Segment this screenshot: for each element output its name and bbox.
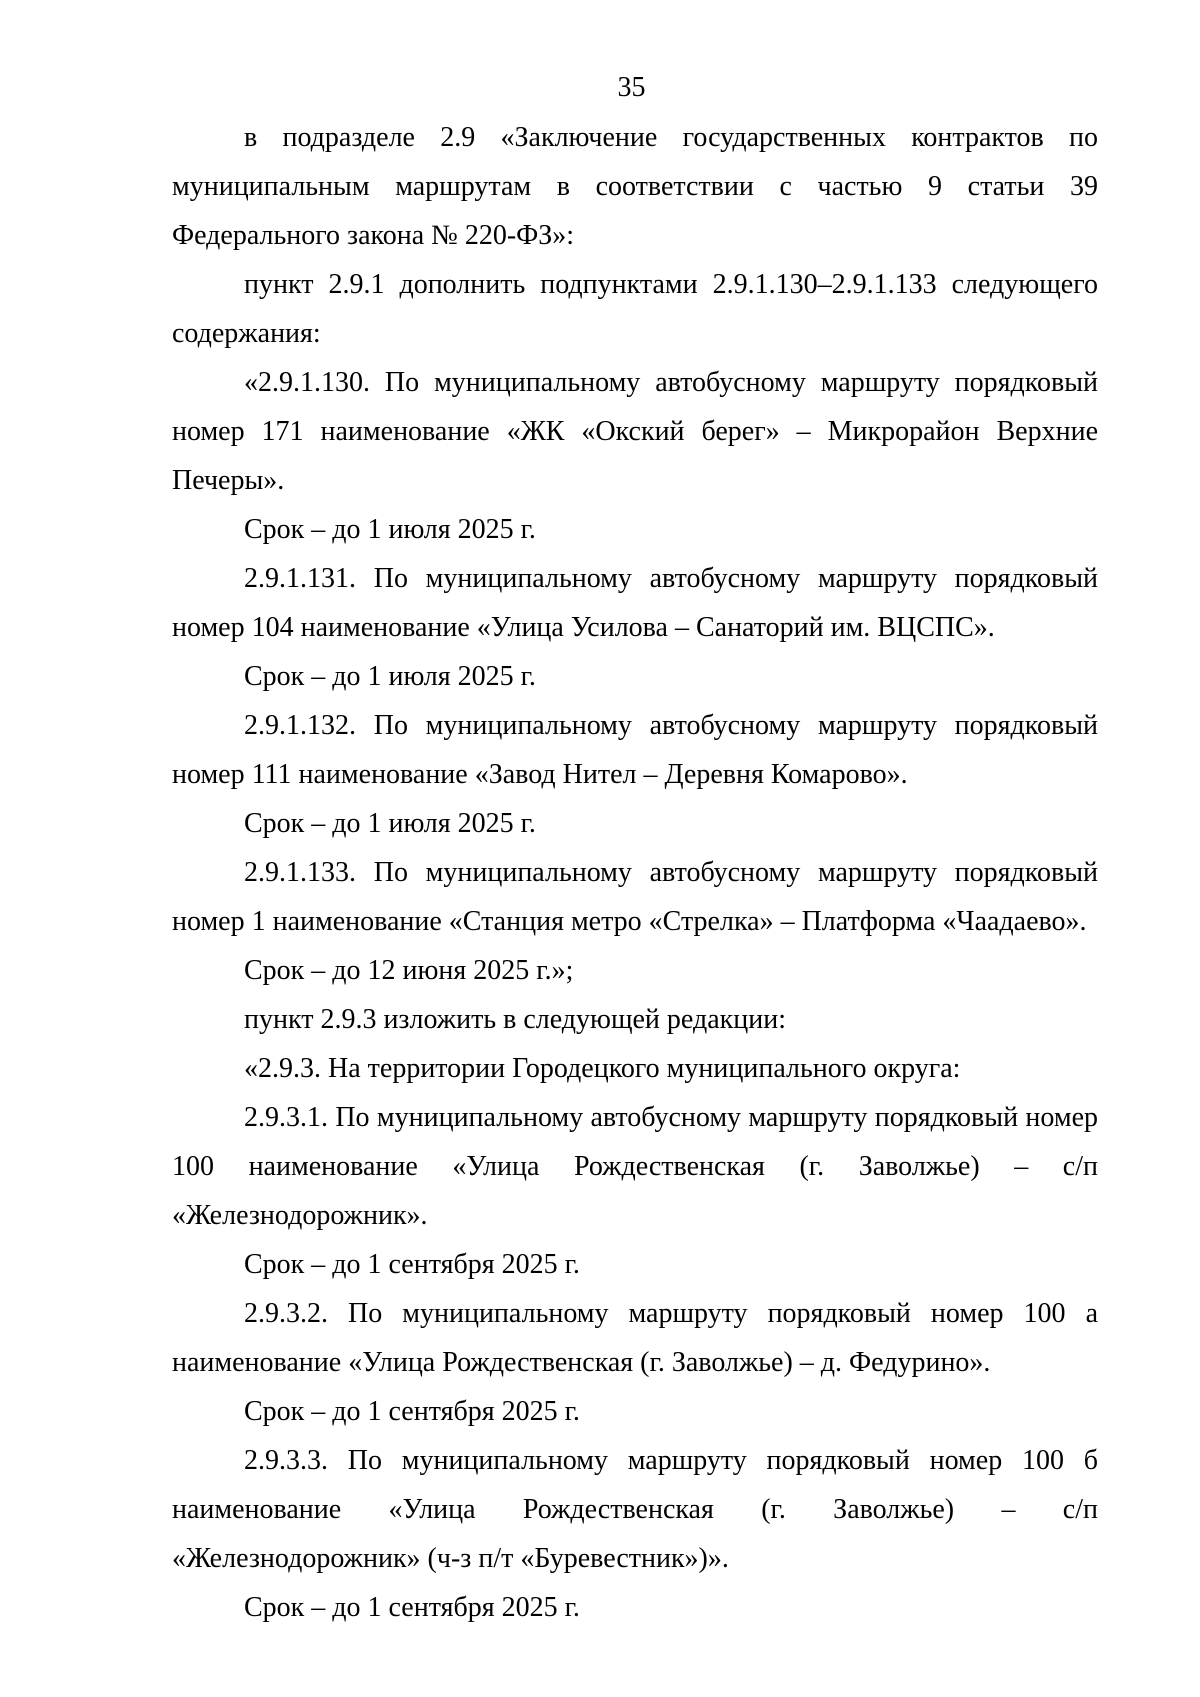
paragraph-2-9-3: «2.9.3. На территории Городецкого муниципального округа: bbox=[244, 1053, 961, 1084]
paragraph-2-9-1-132: 2.9.1.132. По муниципальному автобусному маршруту порядковый номер 111 наименование «Завод Нител – Деревня Комарово». bbox=[172, 710, 1098, 790]
paragraph-deadline: Срок – до 1 сентября 2025 г. bbox=[244, 1592, 580, 1623]
paragraph-deadline: Срок – до 12 июня 2025 г.»; bbox=[244, 955, 574, 986]
paragraph-2-9-3-1: 2.9.3.1. По муниципальному автобусному маршруту порядковый номер 100 наименование «Улица Рождественская (г. Заволжье) – с/п «Железнодорожник». bbox=[172, 1102, 1098, 1231]
paragraph-deadline: Срок – до 1 сентября 2025 г. bbox=[244, 1396, 580, 1427]
paragraph-2-9-1-133: 2.9.1.133. По муниципальному автобусному маршруту порядковый номер 1 наименование «Станция метро «Стрелка» – Платформа «Чаадаево». bbox=[172, 857, 1098, 937]
paragraph-item-2-9-1-amend: пункт 2.9.1 дополнить подпунктами 2.9.1.130–2.9.1.133 следующего содержания: bbox=[172, 269, 1098, 349]
paragraph-item-2-9-3-amend: пункт 2.9.3 изложить в следующей редакции: bbox=[244, 1004, 786, 1035]
paragraph-2-9-1-131: 2.9.1.131. По муниципальному автобусному маршруту порядковый номер 104 наименование «Улица Усилова – Санаторий им. ВЦСПС». bbox=[172, 563, 1098, 643]
document-body bbox=[172, 113, 1098, 1632]
paragraph-2-9-3-2: 2.9.3.2. По муниципальному маршруту порядковый номер 100 а наименование «Улица Рождественская (г. Заволжье) – д. Федурино». bbox=[172, 1298, 1098, 1378]
paragraph-subsection-2-9-intro: в подразделе 2.9 «Заключение государственных контрактов по муниципальным маршрутам в соответствии с частью 9 статьи 39 Федерального закона № 220-ФЗ»: bbox=[172, 122, 1098, 251]
paragraph-deadline: Срок – до 1 июля 2025 г. bbox=[244, 661, 536, 692]
page-number: 35 bbox=[617, 72, 646, 103]
paragraph-deadline: Срок – до 1 сентября 2025 г. bbox=[244, 1249, 580, 1280]
paragraph-deadline: Срок – до 1 июля 2025 г. bbox=[244, 514, 536, 545]
paragraph-2-9-1-130: «2.9.1.130. По муниципальному автобусному маршруту порядковый номер 171 наименование «ЖК «Окский берег» – Микрорайон Верхние Печеры». bbox=[172, 367, 1098, 496]
paragraph-deadline: Срок – до 1 июля 2025 г. bbox=[244, 808, 536, 839]
paragraph-2-9-3-3: 2.9.3.3. По муниципальному маршруту порядковый номер 100 б наименование «Улица Рождественская (г. Заволжье) – с/п «Железнодорожник» (ч-з п/т «Буревестник»)». bbox=[172, 1445, 1098, 1574]
